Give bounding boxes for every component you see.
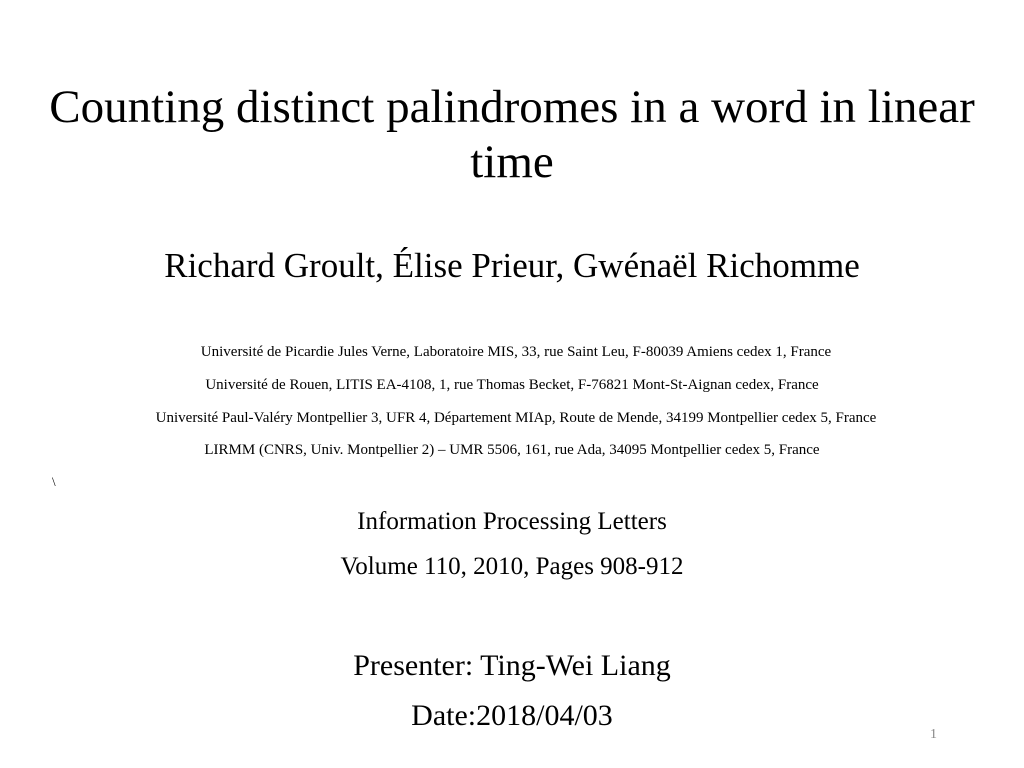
slide-title: Counting distinct palindromes in a word in linear time xyxy=(49,81,975,188)
affiliation-1: Université de Picardie Jules Verne, Laboratoire MIS, 33, rue Saint Leu, F-80039 Amiens cedex 1, France xyxy=(200,344,832,360)
affiliation-2: Université de Rouen, LITIS EA-4108, 1, rue Thomas Becket, F-76821 Mont-St-Aignan cedex, France xyxy=(205,377,819,393)
affiliation-3: Université Paul-Valéry Montpellier 3, UFR 4, Département MIAp, Route de Mende, 34199 Montpellier cedex 5, France xyxy=(155,410,877,426)
page-number: 1 xyxy=(930,727,937,742)
journal-volume: Volume 110, 2010, Pages 908-912 xyxy=(340,553,684,580)
author-list: Richard Groult, Élise Prieur, Gwénaël Richomme xyxy=(164,246,860,285)
presenter: Presenter: Ting-Wei Liang xyxy=(353,649,671,682)
affiliation-4: LIRMM (CNRS, Univ. Montpellier 2) – UMR 5506, 161, rue Ada, 34095 Montpellier cedex 5, France xyxy=(204,442,820,458)
journal-name: Information Processing Letters xyxy=(357,508,667,535)
stray-backslash: \ xyxy=(52,474,56,489)
presentation-date: Date:2018/04/03 xyxy=(411,699,613,732)
